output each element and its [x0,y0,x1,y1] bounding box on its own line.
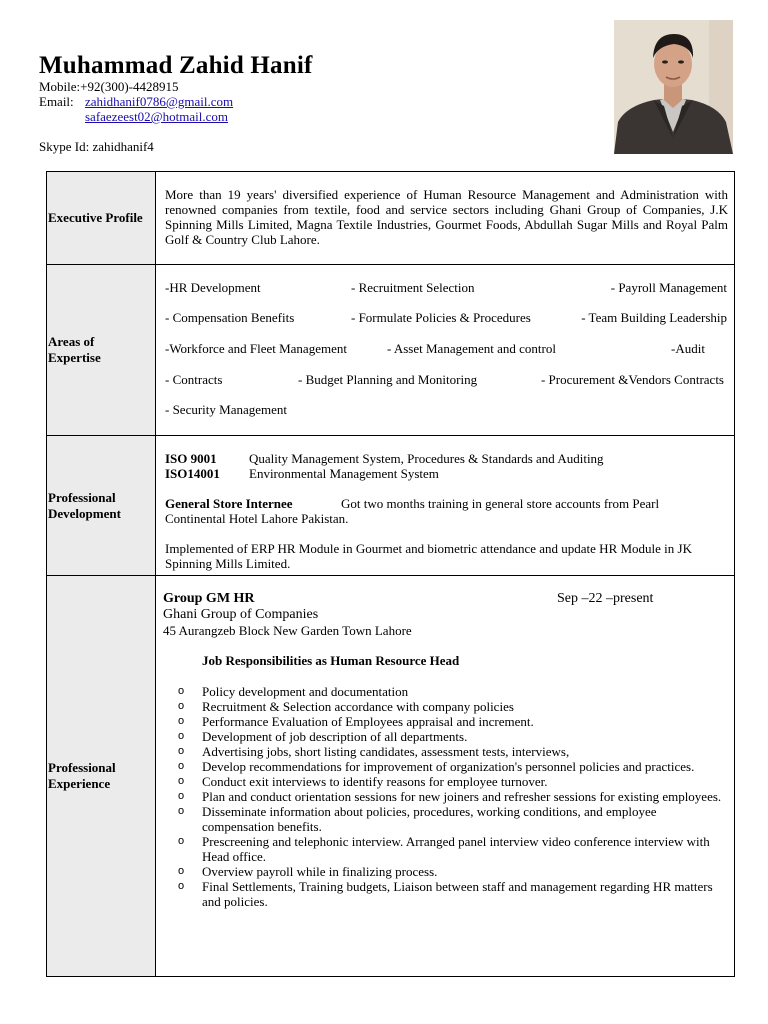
expertise-item: - Payroll Management [610,280,727,295]
bullet-marker: o [178,865,185,877]
professional-development-row [47,436,735,576]
professional-experience-label [47,576,156,977]
areas-of-expertise-cell [156,265,735,436]
bullet-marker: o [178,880,185,892]
responsibility-item [163,789,728,804]
expertise-item: -Audit [671,341,705,356]
iso-entry [165,451,728,466]
responsibility-text: Conduct exit interviews to identify reasons for employee turnover. [202,774,548,789]
expertise-item: - Procurement &Vendors Contracts [540,372,724,387]
responsibility-text: Policy development and documentation [202,684,409,699]
expertise-item: - Recruitment Selection [351,280,475,295]
iso-entry [165,466,728,481]
profile-photo [614,20,733,154]
job-header [163,591,728,607]
internee-entry [165,496,705,526]
iso-code: ISO14001 [165,466,220,481]
responsibility-text: Disseminate information about policies, procedures, working conditions, and employee compensation benefits. [202,804,657,834]
job-title: Group GM HR [163,591,255,606]
responsibility-text: Overview payroll while in finalizing process. [202,864,438,879]
areas-of-expertise-row [47,265,735,436]
responsibility-text: Plan and conduct orientation sessions for new joiners and refresher sessions for existing employees. [202,789,722,804]
bullet-marker: o [178,835,185,847]
bullet-marker: o [178,805,185,817]
bullet-marker: o [178,730,185,742]
responsibility-item [163,879,728,909]
iso-description: Quality Management System, Procedures & Standards and Auditing [249,451,604,466]
responsibility-text: Develop recommendations for improvement of organization's personnel policies and practices. [202,759,695,774]
responsibility-item [163,684,728,699]
erp-implementation-text: Implemented of ERP HR Module in Gourmet and biometric attendance and update HR Module in JK Spinning Mills Limited. [165,541,692,571]
bullet-marker: o [178,700,185,712]
email-label: Email: [39,94,74,109]
email-link-secondary[interactable]: safaezeest02@hotmail.com [85,109,228,124]
mobile-number: Mobile:+92(300)-4428915 [39,79,179,94]
internee-title: General Store Internee [165,496,293,511]
bullet-marker: o [178,760,185,772]
responsibility-item [163,834,728,864]
expertise-row [165,372,727,387]
responsibility-item [163,864,728,879]
expertise-row [165,341,727,356]
expertise-item: - Asset Management and control [387,341,556,356]
professional-experience-label-line-2: Experience [48,776,111,791]
expertise-item: - Team Building Leadership [581,310,727,325]
professional-experience-cell [156,576,735,977]
responsibility-text: Performance Evaluation of Employees appraisal and increment. [202,714,534,729]
professional-development-label [47,436,156,576]
expertise-item: -Workforce and Fleet Management [165,341,347,356]
email-link-primary[interactable]: zahidhanif0786@gmail.com [85,94,234,109]
expertise-row [165,310,727,325]
responsibilities-list [163,684,728,909]
expertise-row [165,280,727,295]
responsibility-text: Final Settlements, Training budgets, Liaison between staff and management regarding HR matters and policies. [202,879,713,909]
job-period: Sep –22 –present [557,591,654,606]
bullet-marker: o [178,745,185,757]
candidate-name: Muhammad Zahid Hanif [39,52,313,79]
professional-experience-label-line-1: Professional [48,760,116,775]
company-address: 45 Aurangzeb Block New Garden Town Lahore [163,623,412,638]
bullet-marker: o [178,790,185,802]
responsibility-text: Development of job description of all departments. [202,729,468,744]
iso-description: Environmental Management System [249,466,439,481]
bullet-marker: o [178,775,185,787]
expertise-item: - Budget Planning and Monitoring [298,372,478,387]
expertise-row [165,402,727,417]
professional-development-label-line-2: Development [48,505,121,521]
responsibility-text: Recruitment & Selection accordance with company policies [202,699,514,714]
expertise-item: -HR Development [165,280,261,295]
professional-development-cell [156,436,735,576]
bullet-marker: o [178,715,185,727]
executive-profile-text: More than 19 years' diversified experience of Human Resource Management and Administration with renowned companies from textile, food and service sectors including Ghani Group of Companies, J.K Spinning Mills Limited, Magna Textile Industries, Gourmet Foods, Abdullah Sugar Mills and Royal Palm Golf & Country Club Lahore. [165,187,728,247]
responsibility-item [163,804,728,834]
expertise-item: - Contracts [165,372,223,387]
executive-profile-label [47,172,156,265]
executive-profile-cell [156,172,735,265]
expertise-item: - Compensation Benefits [165,310,295,325]
responsibility-item [163,744,728,759]
responsibility-item [163,759,728,774]
responsibility-item [163,729,728,744]
responsibility-item [163,699,728,714]
executive-profile-row [47,172,735,265]
areas-of-expertise-label-line-2: Expertise [48,350,101,365]
professional-development-label-line-1: Professional [48,489,116,505]
resume-table [46,171,735,977]
bullet-marker: o [178,685,185,697]
expertise-item: - Formulate Policies & Procedures [351,310,531,325]
areas-of-expertise-label-line-1: Areas of [48,334,95,349]
responsibility-item [163,714,728,729]
areas-of-expertise-label [47,265,156,436]
iso-code: ISO 9001 [165,451,217,466]
responsibility-text: Prescreening and telephonic interview. Arranged panel interview video conference interview with Head office. [202,834,710,864]
skype-id: Skype Id: zahidhanif4 [39,139,154,154]
company-name: Ghani Group of Companies [163,607,319,622]
responsibility-item [163,774,728,789]
professional-experience-row [47,576,735,977]
expertise-item: - Security Management [165,402,288,417]
responsibilities-heading: Job Responsibilities as Human Resource Head [202,653,460,668]
executive-profile-label-text: Executive Profile [48,210,143,225]
responsibility-text: Advertising jobs, short listing candidates, assessment tests, interviews, [202,744,570,759]
internee-text: Got two months training in general store accounts from Pearl Continental Hotel Lahore Pakistan. [165,496,660,526]
